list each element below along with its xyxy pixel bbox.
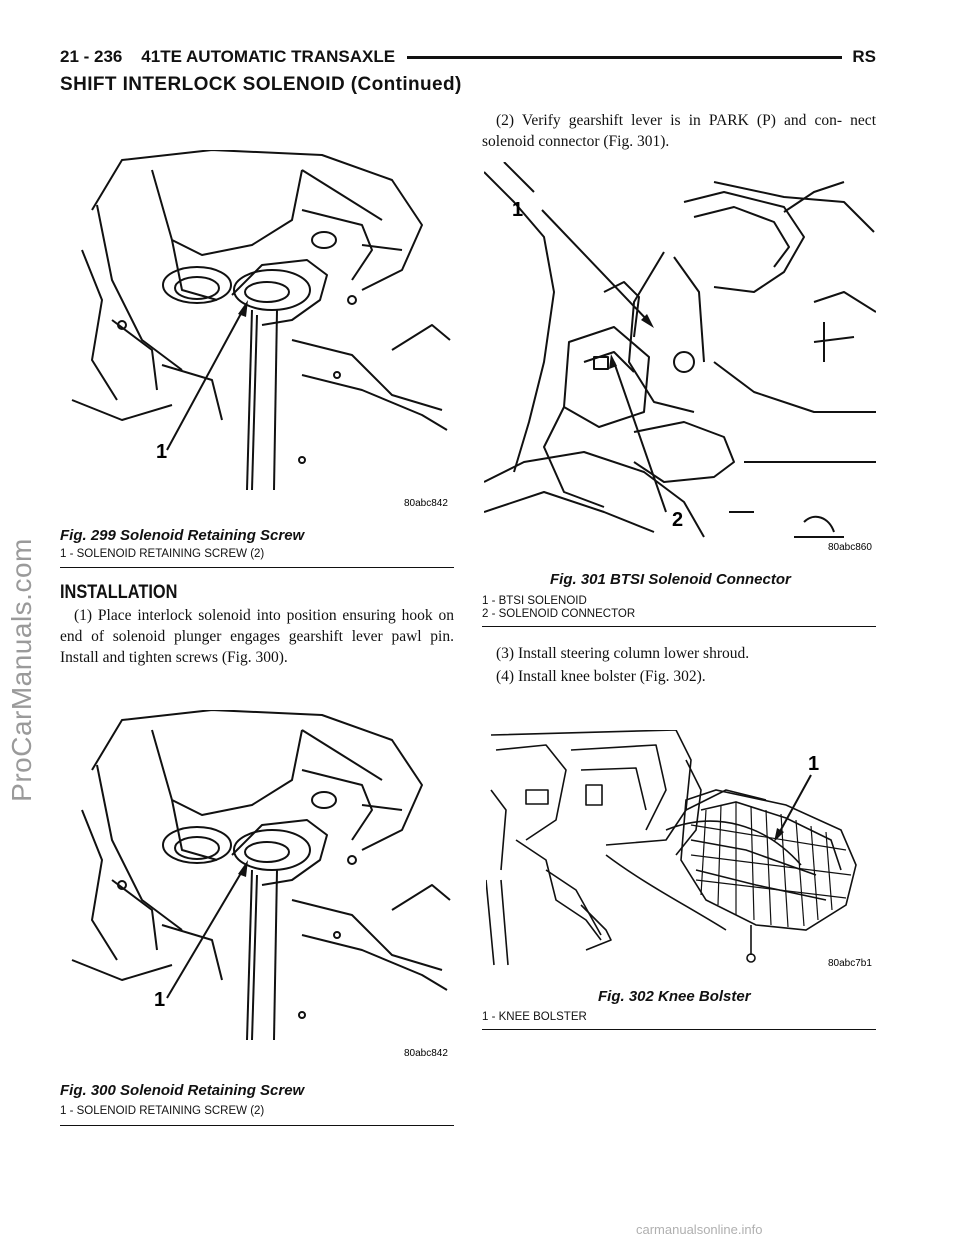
fig301-callout-1: 1 (512, 199, 524, 221)
figure-299-illustration (62, 150, 452, 516)
header-chapter: 41TE AUTOMATIC TRANSAXLE (141, 47, 396, 66)
installation-step-1: (1) Place interlock solenoid into position ensuring hook on end of solenoid plunger engages gearshift lever pawl pin. Install and tighten screws (Fig. 300). (60, 607, 454, 666)
installation-step-4: (4) Install knee bolster (Fig. 302). (496, 668, 706, 685)
fig301-caption: Fig. 301 BTSI Solenoid Connector (550, 571, 791, 588)
fig300-caption: Fig. 300 Solenoid Retaining Screw (60, 1082, 305, 1099)
fig300-callout-1: 1 (154, 989, 166, 1011)
fig301-callout-2: 2 (672, 509, 684, 531)
fig301-legend-2: 2 - SOLENOID CONNECTOR (482, 608, 636, 620)
installation-step-3: (3) Install steering column lower shroud. (496, 645, 750, 662)
fig299-callout-1: 1 (156, 441, 168, 463)
watermark-left: ProCarManuals.com (6, 538, 38, 802)
header-rule (407, 56, 842, 59)
fig302-callout-1: 1 (808, 753, 820, 775)
header-page-ref: 21 - 236 41TE AUTOMATIC TRANSAXLE (60, 47, 396, 66)
watermark-bottom: carmanualsonline.info (636, 1222, 763, 1237)
page-header (60, 44, 876, 70)
fig301-rule (482, 626, 876, 627)
fig299-rule (60, 567, 454, 568)
header-model: RS (852, 47, 876, 66)
fig301-image-id: 80abc860 (828, 542, 872, 553)
fig302-legend-1: 1 - KNEE BOLSTER (482, 1011, 587, 1023)
fig302-rule (482, 1029, 876, 1030)
figure-301-illustration (484, 162, 876, 558)
fig300-rule (60, 1125, 454, 1126)
fig299-caption: Fig. 299 Solenoid Retaining Screw (60, 527, 305, 544)
section-title: SHIFT INTERLOCK SOLENOID (Continued) (60, 74, 462, 95)
fig301-legend-1: 1 - BTSI SOLENOID (482, 595, 587, 607)
fig300-image-id: 80abc842 (404, 1048, 448, 1059)
fig299-legend-1: 1 - SOLENOID RETAINING SCREW (2) (60, 548, 265, 560)
fig300-legend-1: 1 - SOLENOID RETAINING SCREW (2) (60, 1105, 265, 1117)
fig299-image-id: 80abc842 (404, 498, 448, 509)
installation-step-2: (2) Verify gearshift lever is in PARK (P) and con- nect solenoid connector (Fig. 301). (482, 112, 876, 150)
installation-heading: INSTALLATION (60, 582, 178, 603)
fig302-caption: Fig. 302 Knee Bolster (598, 988, 751, 1005)
figure-302-illustration (486, 730, 876, 970)
fig302-image-id: 80abc7b1 (828, 958, 872, 969)
figure-300-illustration (62, 710, 452, 1072)
